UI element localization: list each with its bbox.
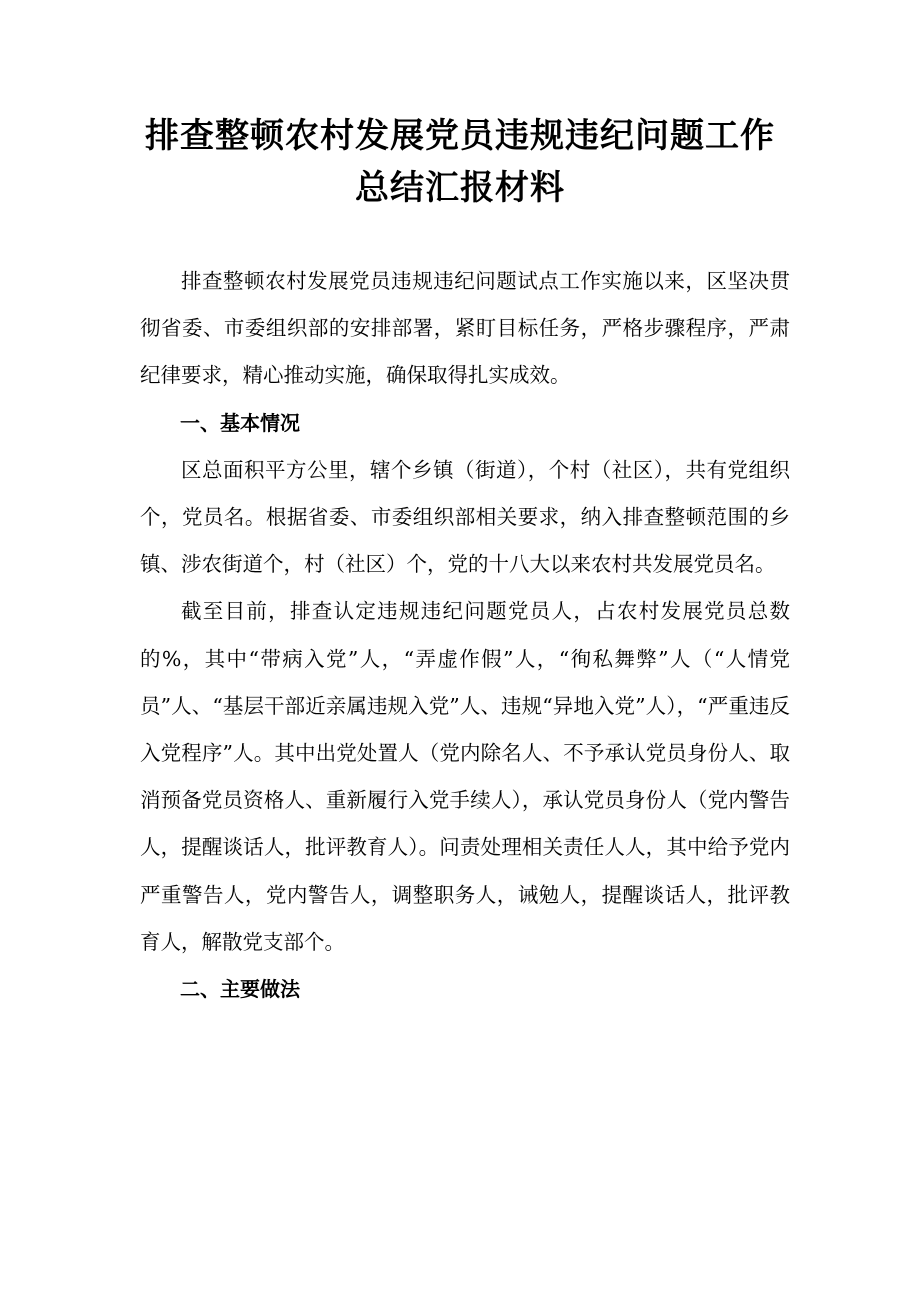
intro-paragraph: 排查整顿农村发展党员违规违纪问题试点工作实施以来，区坚决贯彻省委、市委组织部的安排部署，紧盯目标任务，严格步骤程序，严肃纪律要求，精心推动实施，确保取得扎实成效。 — [140, 269, 790, 388]
document-title — [0, 110, 920, 214]
document-body — [140, 258, 790, 1013]
section-heading-basic-situation: 一、基本情况 — [180, 410, 300, 435]
basic-situation-paragraph-2: 截至目前，排查认定违规违纪问题党员人，占农村发展党员总数的%，其中“带病入党”人，“弄虚作假”人，“徇私舞弊”人（“人情党员”人、“基层干部近亲属违规入党”人、违规“异地入党”人），“严重违反入党程序”人。其中出党处置人（党内除名人、不予承认党员身份人、取消预备党员资格人、重新履行入党手续人），承认党员身份人（党内警告人，提醒谈话人，批评教育人）。问责处理相关责任人人，其中给予党内严重警告人，党内警告人，调整职务人，诫勉人，提醒谈话人，批评教育人，解散党支部个。 — [140, 599, 790, 954]
title-line-2: 总结汇报材料 — [355, 168, 565, 208]
basic-situation-paragraph-1: 区总面积平方公里，辖个乡镇（街道），个村（社区），共有党组织个，党员名。根据省委、市委组织部相关要求，纳入排查整顿范围的乡镇、涉农街道个，村（社区）个，党的十八大以来农村共发展党员名。 — [140, 457, 790, 577]
title-line-1: 排查整顿农村发展党员违规违纪问题工作 — [145, 116, 775, 156]
section-heading-main-practices: 二、主要做法 — [180, 977, 300, 1002]
